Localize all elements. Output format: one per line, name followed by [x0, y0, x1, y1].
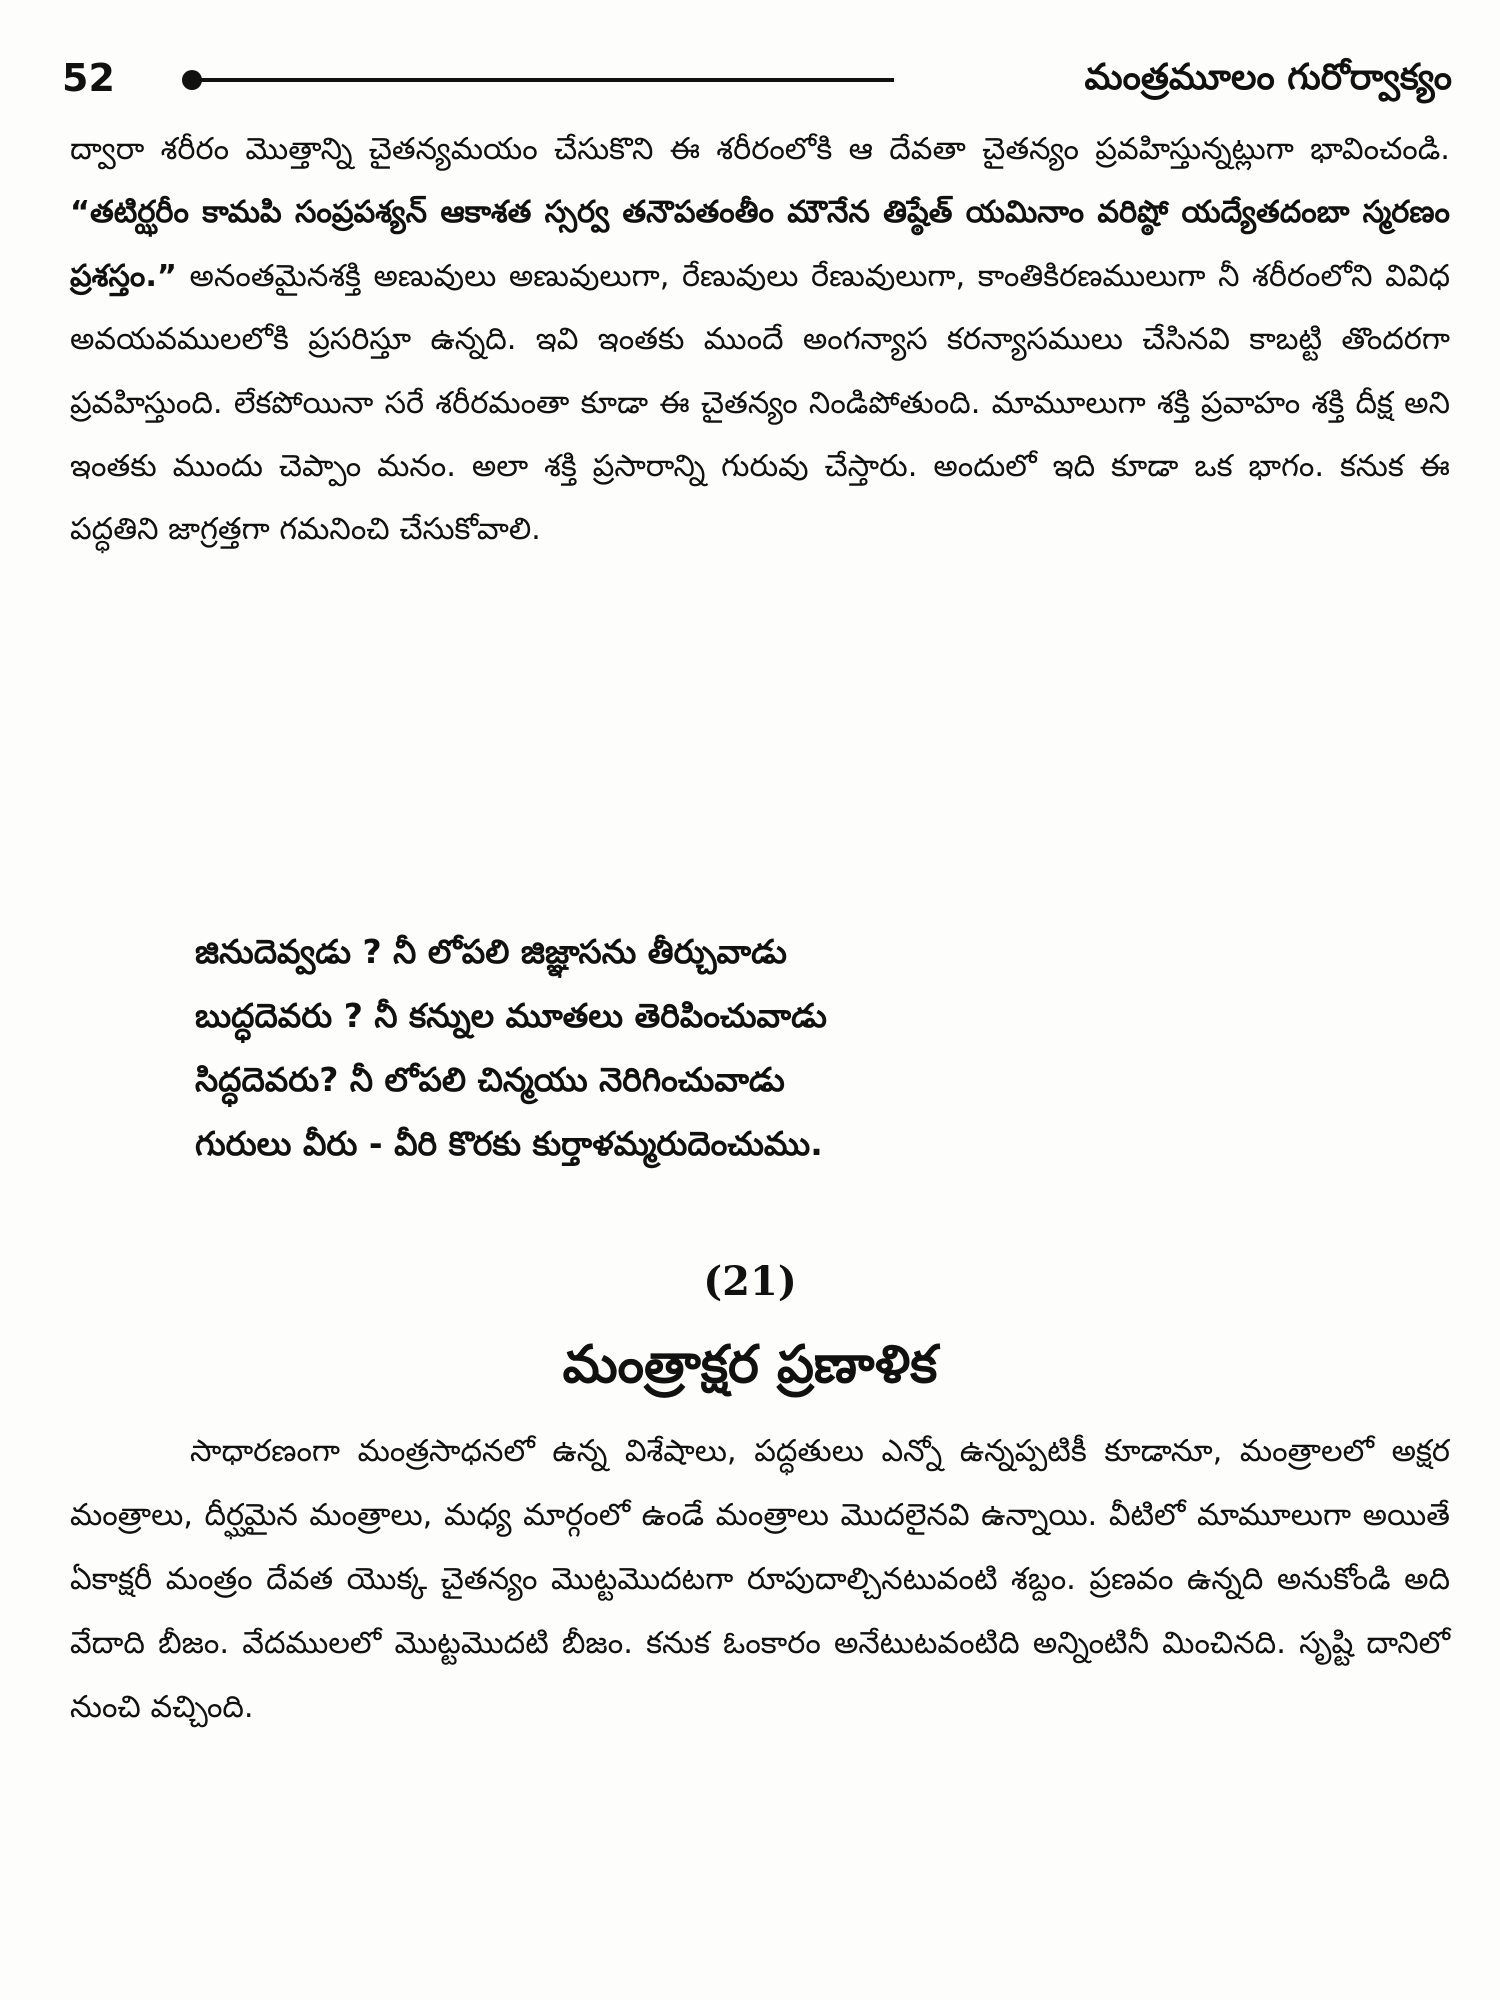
verse-block [195, 920, 1295, 1176]
section-paragraph [70, 1420, 1450, 1740]
verse-line: జినుదెవ్వడు ? నీ లోపలి జిజ్ఞాసను తీర్చువాడు [195, 932, 787, 971]
chapter-title: మంత్రాక్షర ప్రణాళిక [562, 1335, 938, 1395]
paragraph-text-continued: అనంతమైనశక్తి అణువులు అణువులుగా, రేణువులు రేణువులుగా, కాంతికిరణములుగా నీ శరీరంలోని వివిధ అవయవములలోకి ప్రసరిస్తూ ఉన్నది. ఇవి ఇంతకు ముందే అంగన్యాస కరన్యాసములు చేసినవి కాబట్టి తొందరగా ప్రవహిస్తుంది. లేకపోయినా సరే శరీరమంతా కూడా ఈ చైతన్యం నిండిపోతుంది. మామూలుగా శక్తి ప్రవాహం శక్తి దీక్ష అని ఇంతకు ముందు చెప్పాం మనం. అలా శక్తి ప్రసారాన్ని గురువు చేస్తారు. అందులో ఇది కూడా ఒక భాగం. కనుక ఈ పద్ధతిని జాగ్రత్తగా గమనించి చేసుకోవాలి. [70, 258, 1450, 548]
chapter-number: (21) [703, 1258, 797, 1305]
paragraph-text: ద్వారా శరీరం మొత్తాన్ని చైతన్యమయం చేసుకొని ఈ శరీరంలోకి ఆ దేవతా చైతన్యం ప్రవహిస్తున్నట్లుగా భావించండి. [70, 132, 1450, 167]
sanskrit-quote: “తటిర్ఝరీం కామపి సంప్రపశ్యన్ ఆకాశత స్సర్వ తనౌపతంతీం మౌనేన తిష్ఠేత్ యమినాం వరిష్ఠో యద్యేతదంబా స్మరణం ప్రశస్తం.” [70, 195, 1450, 294]
verse-line: సిద్ధదెవరు? నీ లోపలి చిన్మయు నెరిగించువాడు [195, 1060, 785, 1099]
header-rule [194, 78, 894, 82]
running-title: మంత్రమూలం గురోర్వాక్యం [1084, 57, 1452, 98]
verse-line: బుద్ధదెవరు ? నీ కన్నుల మూతలు తెరిపించువాడు [195, 996, 827, 1035]
verse-line: గురులు వీరు - వీరి కొరకు కుర్తాళమ్మరుదెంచుము. [195, 1124, 823, 1163]
paragraph: సాధారణంగా మంత్రసాధనలో ఉన్న విశేషాలు, పద్ధతులు ఎన్నో ఉన్నప్పటికీ కూడానూ, మంత్రాలలో అక్షర మంత్రాలు, దీర్ఘమైన మంత్రాలు, మధ్య మార్గంలో ఉండే మంత్రాలు మొదలైనవి ఉన్నాయి. వీటిలో మామూలుగా అయితే ఏకాక్షరీ మంత్రం దేవత యొక్క చైతన్యం మొట్టమొదటగా రూపుదాల్చినటువంటి శబ్దం. ప్రణవం ఉన్నది అనుకోండి అది వేదాది బీజం. వేదములలో మొట్టమొదటి బీజం. కనుక ఓంకారం అనేటుటవంటిది అన్నింటినీ మించినది. సృష్టి దానిలో నుంచి వచ్చింది. [70, 1434, 1450, 1725]
paragraph [70, 118, 1450, 562]
body-paragraph [70, 118, 1450, 562]
page-number: 52 [62, 56, 115, 100]
page-header [62, 48, 1452, 108]
